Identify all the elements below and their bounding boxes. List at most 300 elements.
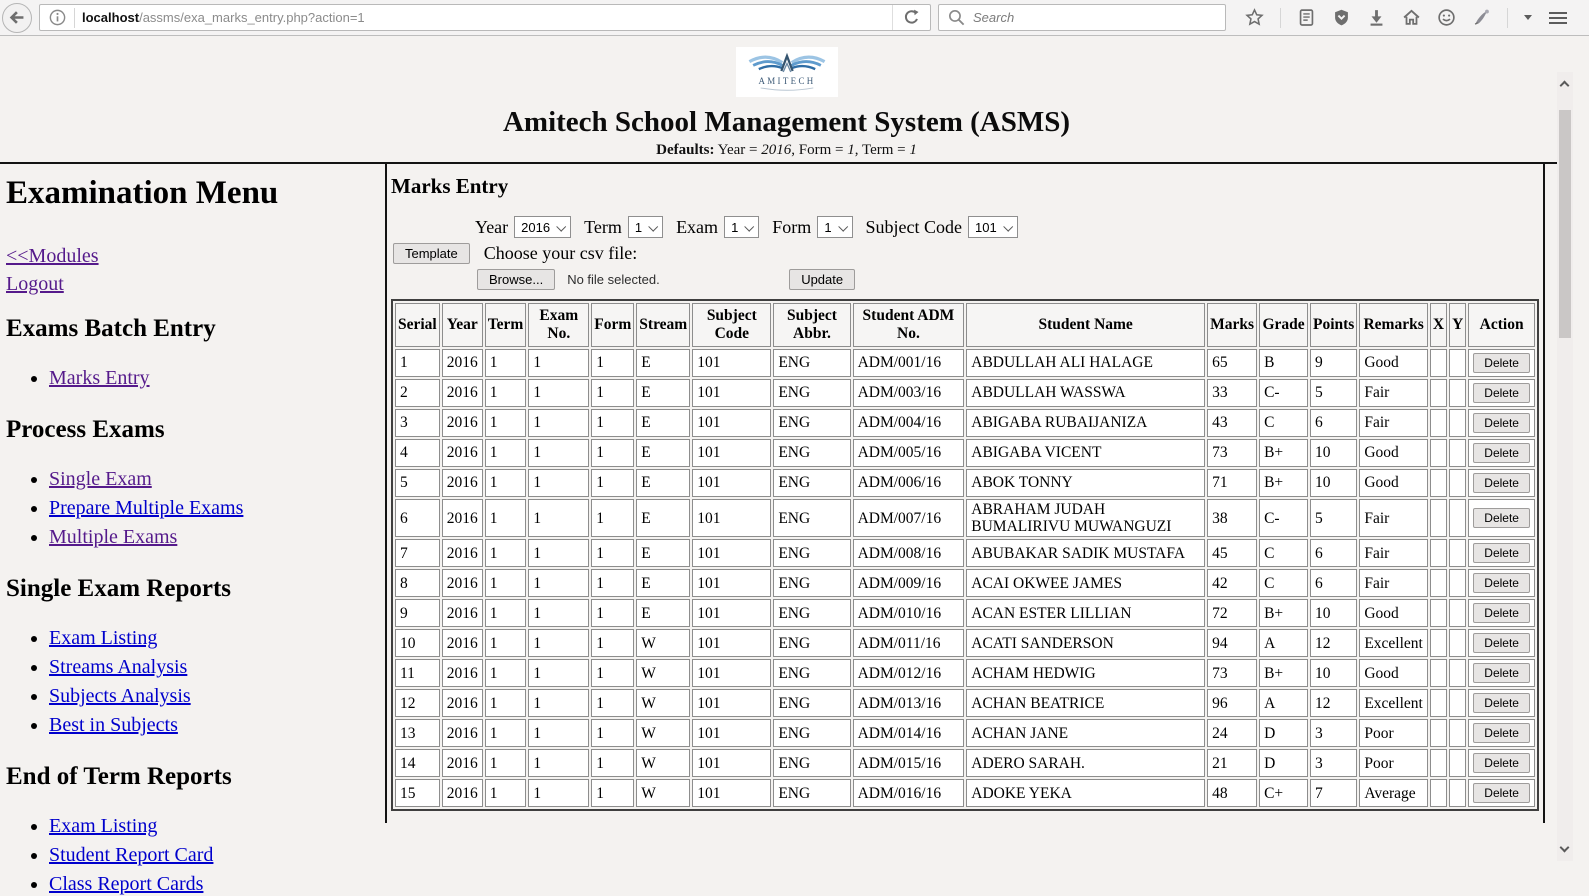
term-select[interactable] bbox=[628, 216, 663, 238]
list-item bbox=[49, 367, 377, 390]
cell-student-adm-no: ADM/015/16 bbox=[853, 749, 965, 777]
cell-student-adm-no: ADM/012/16 bbox=[853, 659, 965, 687]
url-text: localhost/assms/exa_marks_entry.php?action=1 bbox=[82, 10, 365, 25]
reload-button[interactable] bbox=[892, 5, 930, 30]
cell-x bbox=[1430, 569, 1447, 597]
filter-label-form: Form bbox=[772, 216, 812, 237]
cell-action bbox=[1468, 629, 1535, 657]
cell-exam-no: 1 bbox=[528, 349, 589, 377]
cell-form: 1 bbox=[591, 499, 634, 537]
list-item bbox=[49, 685, 377, 708]
list-item bbox=[49, 627, 377, 650]
cell-grade: C bbox=[1259, 539, 1308, 567]
column-header-term: Term bbox=[485, 303, 527, 347]
cell-year: 2016 bbox=[442, 539, 483, 567]
cell-y bbox=[1449, 469, 1466, 497]
filter-row bbox=[475, 216, 1539, 238]
table-row bbox=[395, 599, 1535, 627]
cell-grade: A bbox=[1259, 689, 1308, 717]
cell-x bbox=[1430, 379, 1447, 407]
cell-subject-abbr: ENG bbox=[773, 379, 850, 407]
cell-x bbox=[1430, 469, 1447, 497]
column-header-points: Points bbox=[1310, 303, 1357, 347]
delete-button[interactable]: Delete bbox=[1473, 443, 1530, 463]
exam-select[interactable] bbox=[724, 216, 759, 238]
cell-action bbox=[1468, 689, 1535, 717]
cell-term: 1 bbox=[485, 349, 527, 377]
cell-year: 2016 bbox=[442, 569, 483, 597]
delete-button[interactable]: Delete bbox=[1473, 383, 1530, 403]
cell-form: 1 bbox=[591, 349, 634, 377]
cell-x bbox=[1430, 409, 1447, 437]
cell-y bbox=[1449, 659, 1466, 687]
delete-button[interactable]: Delete bbox=[1473, 663, 1530, 683]
cell-form: 1 bbox=[591, 469, 634, 497]
delete-button[interactable]: Delete bbox=[1473, 693, 1530, 713]
cell-year: 2016 bbox=[442, 499, 483, 537]
sidebar-link-multiple-exams[interactable]: Multiple Exams bbox=[49, 526, 178, 548]
table-row bbox=[395, 629, 1535, 657]
cell-serial: 4 bbox=[395, 439, 440, 467]
sidebar-link-best-in-subjects[interactable]: Best in Subjects bbox=[49, 714, 178, 736]
cell-term: 1 bbox=[485, 469, 527, 497]
pocket-shield-icon[interactable] bbox=[1332, 8, 1351, 27]
filter-label-term: Term bbox=[584, 216, 622, 237]
table-row bbox=[395, 349, 1535, 377]
cell-remarks: Good bbox=[1359, 659, 1428, 687]
cell-stream: E bbox=[636, 499, 690, 537]
cell-stream: E bbox=[636, 469, 690, 497]
sidebar-link-subjects-analysis[interactable]: Subjects Analysis bbox=[49, 685, 191, 707]
cell-action bbox=[1468, 779, 1535, 807]
column-header-year: Year bbox=[442, 303, 483, 347]
cell-student-adm-no: ADM/013/16 bbox=[853, 689, 965, 717]
file-status-text: No file selected. bbox=[567, 272, 660, 287]
cell-x bbox=[1430, 689, 1447, 717]
marks-table bbox=[391, 299, 1539, 811]
search-icon bbox=[947, 8, 966, 27]
list-item bbox=[49, 656, 377, 679]
cell-marks: 72 bbox=[1207, 599, 1257, 627]
cell-subject-abbr: ENG bbox=[773, 439, 850, 467]
examination-menu-sidebar bbox=[0, 164, 387, 895]
sidebar-heading: End of Term Reports bbox=[6, 763, 232, 790]
cell-marks: 48 bbox=[1207, 779, 1257, 807]
cell-grade: B+ bbox=[1259, 599, 1308, 627]
content-title: Marks Entry bbox=[391, 174, 509, 198]
column-header-subject-abbr: Subject Abbr. bbox=[773, 303, 850, 347]
update-button[interactable]: Update bbox=[789, 269, 855, 290]
cell-student-adm-no: ADM/001/16 bbox=[853, 349, 965, 377]
cell-serial: 13 bbox=[395, 719, 440, 747]
cell-marks: 42 bbox=[1207, 569, 1257, 597]
cell-action bbox=[1468, 469, 1535, 497]
cell-remarks: Excellent bbox=[1359, 629, 1428, 657]
cell-grade: C+ bbox=[1259, 779, 1308, 807]
cell-exam-no: 1 bbox=[528, 719, 589, 747]
cell-term: 1 bbox=[485, 749, 527, 777]
svg-text:AMITECH: AMITECH bbox=[757, 76, 816, 87]
cell-exam-no: 1 bbox=[528, 539, 589, 567]
cell-student-name: ACAI OKWEE JAMES bbox=[966, 569, 1205, 597]
cell-points: 10 bbox=[1310, 439, 1357, 467]
column-header-action: Action bbox=[1468, 303, 1535, 347]
cell-marks: 24 bbox=[1207, 719, 1257, 747]
cell-form: 1 bbox=[591, 689, 634, 717]
form-select[interactable] bbox=[817, 216, 852, 238]
cell-marks: 33 bbox=[1207, 379, 1257, 407]
cell-year: 2016 bbox=[442, 779, 483, 807]
cell-grade: B+ bbox=[1259, 469, 1308, 497]
cell-student-adm-no: ADM/005/16 bbox=[853, 439, 965, 467]
cell-term: 1 bbox=[485, 629, 527, 657]
cell-serial: 12 bbox=[395, 689, 440, 717]
cell-subject-code: 101 bbox=[692, 749, 771, 777]
list-item bbox=[49, 468, 377, 491]
cell-y bbox=[1449, 719, 1466, 747]
cell-form: 1 bbox=[591, 659, 634, 687]
table-row bbox=[395, 539, 1535, 567]
cell-student-name: ADOKE YEKA bbox=[966, 779, 1205, 807]
subject-code-select[interactable] bbox=[968, 216, 1018, 238]
browser-toolbar bbox=[0, 0, 1589, 36]
cell-subject-abbr: ENG bbox=[773, 629, 850, 657]
cell-action bbox=[1468, 659, 1535, 687]
cell-action bbox=[1468, 569, 1535, 597]
cell-serial: 9 bbox=[395, 599, 440, 627]
emoji-extension-icon[interactable] bbox=[1437, 8, 1456, 27]
cell-remarks: Poor bbox=[1359, 749, 1428, 777]
cell-subject-abbr: ENG bbox=[773, 599, 850, 627]
cell-action bbox=[1468, 409, 1535, 437]
home-icon[interactable] bbox=[1402, 8, 1421, 27]
year-select[interactable] bbox=[514, 216, 571, 238]
cell-y bbox=[1449, 439, 1466, 467]
cell-exam-no: 1 bbox=[528, 749, 589, 777]
cell-form: 1 bbox=[591, 539, 634, 567]
delete-button[interactable]: Delete bbox=[1473, 473, 1530, 493]
cell-x bbox=[1430, 349, 1447, 377]
cell-remarks: Good bbox=[1359, 469, 1428, 497]
toolbar-divider bbox=[1280, 8, 1281, 28]
cell-action bbox=[1468, 719, 1535, 747]
cell-grade: B bbox=[1259, 349, 1308, 377]
delete-button[interactable]: Delete bbox=[1473, 783, 1530, 803]
cell-remarks: Fair bbox=[1359, 539, 1428, 567]
cell-y bbox=[1449, 689, 1466, 717]
cell-action bbox=[1468, 439, 1535, 467]
cell-subject-code: 101 bbox=[692, 779, 771, 807]
cell-exam-no: 1 bbox=[528, 599, 589, 627]
cell-form: 1 bbox=[591, 719, 634, 747]
cell-stream: W bbox=[636, 719, 690, 747]
cell-serial: 14 bbox=[395, 749, 440, 777]
addon-brush-icon[interactable] bbox=[1472, 8, 1491, 27]
list-item bbox=[49, 714, 377, 737]
table-row bbox=[395, 499, 1535, 537]
cell-student-adm-no: ADM/011/16 bbox=[853, 629, 965, 657]
selected-value: 1 bbox=[634, 219, 643, 235]
cell-points: 3 bbox=[1310, 749, 1357, 777]
sidebar-link-list bbox=[32, 815, 377, 896]
cell-subject-code: 101 bbox=[692, 629, 771, 657]
delete-button[interactable]: Delete bbox=[1473, 543, 1530, 563]
cell-term: 1 bbox=[485, 719, 527, 747]
cell-y bbox=[1449, 409, 1466, 437]
sidebar-link-exam-listing[interactable]: Exam Listing bbox=[49, 627, 158, 649]
selected-value: 101 bbox=[975, 219, 997, 235]
delete-button[interactable]: Delete bbox=[1473, 753, 1530, 773]
cell-term: 1 bbox=[485, 439, 527, 467]
cell-student-adm-no: ADM/007/16 bbox=[853, 499, 965, 537]
cell-exam-no: 1 bbox=[528, 629, 589, 657]
cell-remarks: Fair bbox=[1359, 499, 1428, 537]
sidebar-link-list bbox=[32, 367, 377, 390]
cell-grade: B+ bbox=[1259, 439, 1308, 467]
sidebar-link-single-exam[interactable]: Single Exam bbox=[49, 468, 152, 490]
cell-remarks: Poor bbox=[1359, 719, 1428, 747]
table-row bbox=[395, 719, 1535, 747]
sidebar-link-marks-entry[interactable]: Marks Entry bbox=[49, 367, 150, 389]
cell-marks: 43 bbox=[1207, 409, 1257, 437]
cell-stream: E bbox=[636, 439, 690, 467]
cell-points: 12 bbox=[1310, 689, 1357, 717]
cell-stream: E bbox=[636, 379, 690, 407]
template-button[interactable]: Template bbox=[393, 243, 470, 264]
sidebar-link-prepare-multiple-exams[interactable]: Prepare Multiple Exams bbox=[49, 497, 244, 519]
cell-points: 5 bbox=[1310, 379, 1357, 407]
cell-stream: W bbox=[636, 689, 690, 717]
cell-marks: 45 bbox=[1207, 539, 1257, 567]
cell-form: 1 bbox=[591, 409, 634, 437]
cell-serial: 1 bbox=[395, 349, 440, 377]
selected-value: 1 bbox=[731, 219, 739, 235]
column-header-grade: Grade bbox=[1259, 303, 1308, 347]
cell-student-name: ADERO SARAH. bbox=[966, 749, 1205, 777]
cell-exam-no: 1 bbox=[528, 779, 589, 807]
cell-term: 1 bbox=[485, 569, 527, 597]
back-arrow-icon bbox=[8, 8, 27, 27]
cell-exam-no: 1 bbox=[528, 439, 589, 467]
sidebar-link-list bbox=[32, 468, 377, 549]
cell-subject-code: 101 bbox=[692, 499, 771, 537]
sidebar-link-list bbox=[32, 627, 377, 737]
sidebar-link-streams-analysis[interactable]: Streams Analysis bbox=[49, 656, 188, 678]
info-icon bbox=[48, 8, 67, 27]
cell-student-adm-no: ADM/014/16 bbox=[853, 719, 965, 747]
column-header-x: X bbox=[1430, 303, 1447, 347]
cell-student-name: ABIGABA RUBAIJANIZA bbox=[966, 409, 1205, 437]
cell-student-name: ACHAM HEDWIG bbox=[966, 659, 1205, 687]
marks-entry-content bbox=[387, 164, 1545, 823]
menu-icon[interactable] bbox=[1549, 12, 1567, 24]
sidebar-link---modules[interactable]: <<Modules bbox=[6, 245, 99, 267]
cell-marks: 71 bbox=[1207, 469, 1257, 497]
cell-subject-abbr: ENG bbox=[773, 659, 850, 687]
sidebar-title: Examination Menu bbox=[6, 175, 279, 211]
cell-serial: 7 bbox=[395, 539, 440, 567]
delete-button[interactable]: Delete bbox=[1473, 353, 1530, 373]
filter-label-exam: Exam bbox=[676, 216, 719, 237]
cell-year: 2016 bbox=[442, 629, 483, 657]
delete-button[interactable]: Delete bbox=[1473, 723, 1530, 743]
scrollbar-thumb[interactable] bbox=[1559, 110, 1571, 338]
cell-form: 1 bbox=[591, 599, 634, 627]
cell-grade: D bbox=[1259, 719, 1308, 747]
delete-button[interactable]: Delete bbox=[1473, 603, 1530, 623]
window-scrollbar[interactable] bbox=[1557, 72, 1573, 861]
cell-marks: 94 bbox=[1207, 629, 1257, 657]
list-item bbox=[49, 526, 377, 549]
bookmark-star-icon[interactable] bbox=[1245, 8, 1264, 27]
cell-year: 2016 bbox=[442, 719, 483, 747]
delete-button[interactable]: Delete bbox=[1473, 573, 1530, 593]
cell-student-adm-no: ADM/008/16 bbox=[853, 539, 965, 567]
delete-button[interactable]: Delete bbox=[1473, 633, 1530, 653]
cell-remarks: Good bbox=[1359, 599, 1428, 627]
cell-student-name: ACHAN JANE bbox=[966, 719, 1205, 747]
cell-term: 1 bbox=[485, 599, 527, 627]
cell-subject-abbr: ENG bbox=[773, 349, 850, 377]
cell-grade: C bbox=[1259, 409, 1308, 437]
cell-subject-code: 101 bbox=[692, 409, 771, 437]
cell-marks: 65 bbox=[1207, 349, 1257, 377]
sidebar-link-logout[interactable]: Logout bbox=[6, 273, 64, 295]
cell-exam-no: 1 bbox=[528, 499, 589, 537]
back-button[interactable] bbox=[2, 3, 32, 33]
cell-term: 1 bbox=[485, 499, 527, 537]
cell-student-name: ABOK TONNY bbox=[966, 469, 1205, 497]
table-row bbox=[395, 469, 1535, 497]
scroll-down-icon[interactable] bbox=[1560, 843, 1570, 853]
cell-subject-code: 101 bbox=[692, 569, 771, 597]
sidebar-heading: Process Exams bbox=[6, 416, 165, 443]
list-item bbox=[49, 873, 377, 896]
cell-subject-code: 101 bbox=[692, 539, 771, 567]
cell-serial: 8 bbox=[395, 569, 440, 597]
search-input[interactable] bbox=[938, 4, 1226, 31]
cell-subject-abbr: ENG bbox=[773, 469, 850, 497]
cell-y bbox=[1449, 779, 1466, 807]
cell-remarks: Fair bbox=[1359, 409, 1428, 437]
cell-action bbox=[1468, 379, 1535, 407]
delete-button[interactable]: Delete bbox=[1473, 508, 1530, 528]
column-header-y: Y bbox=[1449, 303, 1466, 347]
cell-stream: W bbox=[636, 779, 690, 807]
delete-button[interactable]: Delete bbox=[1473, 413, 1530, 433]
reading-list-icon[interactable] bbox=[1297, 8, 1316, 27]
column-header-subject-code: Subject Code bbox=[692, 303, 771, 347]
url-bar[interactable] bbox=[39, 4, 931, 31]
cell-term: 1 bbox=[485, 379, 527, 407]
cell-exam-no: 1 bbox=[528, 409, 589, 437]
cell-remarks: Excellent bbox=[1359, 689, 1428, 717]
cell-y bbox=[1449, 349, 1466, 377]
search-placeholder: Search bbox=[973, 10, 1015, 25]
cell-form: 1 bbox=[591, 379, 634, 407]
cell-subject-abbr: ENG bbox=[773, 719, 850, 747]
table-row bbox=[395, 689, 1535, 717]
filter-label-subject-code: Subject Code bbox=[865, 216, 963, 237]
sidebar-link-exam-listing[interactable]: Exam Listing bbox=[49, 815, 158, 837]
column-header-student-adm-no: Student ADM No. bbox=[853, 303, 965, 347]
browse-button[interactable]: Browse... bbox=[477, 269, 555, 290]
cell-stream: E bbox=[636, 409, 690, 437]
table-row bbox=[395, 749, 1535, 777]
cell-serial: 10 bbox=[395, 629, 440, 657]
table-row bbox=[395, 569, 1535, 597]
cell-grade: C bbox=[1259, 569, 1308, 597]
cell-x bbox=[1430, 659, 1447, 687]
cell-points: 10 bbox=[1310, 469, 1357, 497]
cell-y bbox=[1449, 539, 1466, 567]
sidebar-link-student-report-card[interactable]: Student Report Card bbox=[49, 844, 214, 866]
cell-exam-no: 1 bbox=[528, 659, 589, 687]
table-row bbox=[395, 439, 1535, 467]
cell-x bbox=[1430, 779, 1447, 807]
cell-points: 3 bbox=[1310, 719, 1357, 747]
cell-marks: 73 bbox=[1207, 439, 1257, 467]
cell-marks: 96 bbox=[1207, 689, 1257, 717]
toolbar-divider bbox=[1507, 8, 1508, 28]
cell-grade: C- bbox=[1259, 499, 1308, 537]
cell-serial: 3 bbox=[395, 409, 440, 437]
cell-action bbox=[1468, 749, 1535, 777]
cell-student-name: ABUBAKAR SADIK MUSTAFA bbox=[966, 539, 1205, 567]
cell-year: 2016 bbox=[442, 379, 483, 407]
cell-student-adm-no: ADM/010/16 bbox=[853, 599, 965, 627]
cell-y bbox=[1449, 749, 1466, 777]
cell-action bbox=[1468, 599, 1535, 627]
cell-student-name: ACAN ESTER LILLIAN bbox=[966, 599, 1205, 627]
cell-x bbox=[1430, 439, 1447, 467]
cell-stream: E bbox=[636, 539, 690, 567]
cell-remarks: Fair bbox=[1359, 569, 1428, 597]
overflow-caret-icon[interactable] bbox=[1524, 15, 1532, 20]
filter-label-year: Year bbox=[475, 216, 509, 237]
cell-y bbox=[1449, 629, 1466, 657]
scroll-up-icon[interactable] bbox=[1560, 81, 1570, 91]
column-header-stream: Stream bbox=[636, 303, 690, 347]
cell-x bbox=[1430, 719, 1447, 747]
cell-form: 1 bbox=[591, 749, 634, 777]
cell-student-adm-no: ADM/009/16 bbox=[853, 569, 965, 597]
downloads-icon[interactable] bbox=[1367, 8, 1386, 27]
column-header-student-name: Student Name bbox=[966, 303, 1205, 347]
cell-student-adm-no: ADM/003/16 bbox=[853, 379, 965, 407]
cell-subject-abbr: ENG bbox=[773, 779, 850, 807]
cell-points: 10 bbox=[1310, 659, 1357, 687]
table-row bbox=[395, 659, 1535, 687]
sidebar-heading: Single Exam Reports bbox=[6, 575, 231, 602]
table-row bbox=[395, 379, 1535, 407]
cell-student-name: ABIGABA VICENT bbox=[966, 439, 1205, 467]
cell-y bbox=[1449, 569, 1466, 597]
site-title: Amitech School Management System (ASMS) bbox=[502, 106, 1071, 138]
cell-student-name: ACHAN BEATRICE bbox=[966, 689, 1205, 717]
csv-file-label: Choose your csv file: bbox=[483, 243, 638, 263]
sidebar-link-class-report-cards[interactable]: Class Report Cards bbox=[49, 873, 204, 895]
cell-action bbox=[1468, 539, 1535, 567]
cell-subject-code: 101 bbox=[692, 469, 771, 497]
cell-points: 6 bbox=[1310, 569, 1357, 597]
table-row bbox=[395, 409, 1535, 437]
cell-y bbox=[1449, 379, 1466, 407]
cell-year: 2016 bbox=[442, 409, 483, 437]
cell-student-name: ABRAHAM JUDAH BUMALIRIVU MUWANGUZI bbox=[966, 499, 1205, 537]
cell-x bbox=[1430, 749, 1447, 777]
cell-points: 6 bbox=[1310, 409, 1357, 437]
